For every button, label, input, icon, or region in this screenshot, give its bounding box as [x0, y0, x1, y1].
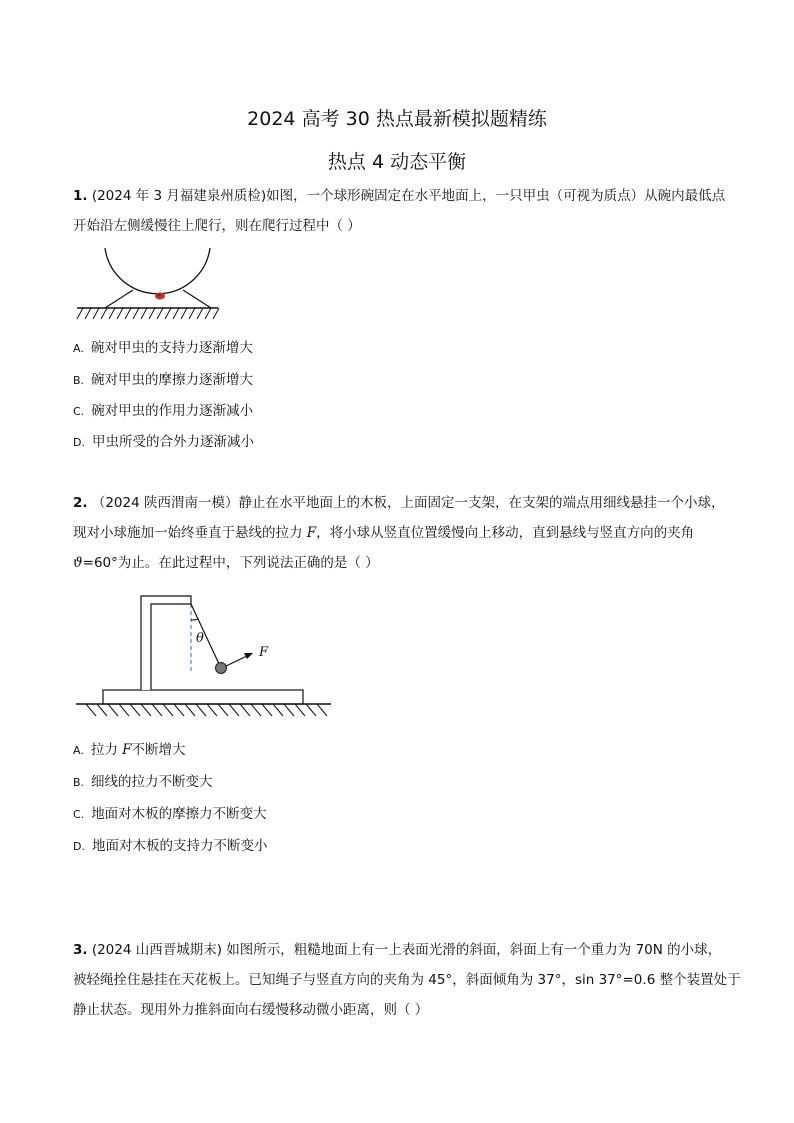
document-title: 2024 高考 30 热点最新模拟题精练 — [247, 108, 547, 130]
option-text: 地面对木板的支持力不断变小 — [91, 838, 268, 854]
q2-option-b — [73, 770, 213, 790]
question-2-line-3: =60°为止。在此过程中，下列说法正确的是（ ） — [82, 555, 379, 571]
bowl-figure — [75, 245, 220, 325]
option-text: 细线的拉力不断变大 — [91, 774, 213, 790]
section-subtitle: 热点 4 动态平衡 — [327, 151, 467, 173]
option-label: B. — [73, 776, 85, 789]
question-2-text — [73, 488, 733, 578]
option-text: 甲虫所受的合外力逐渐减小 — [91, 434, 254, 450]
ball-icon — [216, 663, 227, 674]
pendulum-stand-figure — [73, 590, 335, 722]
option-label: B. — [73, 374, 85, 387]
force-variable: F — [306, 525, 317, 541]
q2-option-a — [73, 738, 186, 758]
q2-option-c — [73, 802, 267, 822]
question-1-text — [73, 181, 733, 241]
question-2-line-2a: 现对小球施加一始终垂直于悬线的拉力 — [73, 525, 307, 541]
question-3-number: 3. — [73, 942, 88, 958]
angle-variable: ϑ — [73, 555, 83, 571]
option-text: 拉力 — [90, 742, 123, 758]
force-variable: F — [122, 742, 132, 758]
question-2-line-2b: ，将小球从竖直位置缓慢向上移动，直到悬线与竖直方向的夹角 — [316, 525, 695, 541]
option-text-tail: 不断增大 — [131, 742, 186, 758]
q1-option-c — [73, 399, 253, 419]
q1-option-b — [73, 368, 253, 388]
question-3-line-2: 被轻绳拴住悬挂在天花板上。已知绳子与竖直方向的夹角为 45°，斜面倾角为 37°，sin 37°=0.6 整个装置处于 — [73, 972, 741, 988]
option-text: 碗对甲虫的作用力逐渐减小 — [91, 403, 254, 419]
question-3-line-1: (2024 山西晋城期末) 如图所示，粗糙地面上有一上表面光滑的斜面，斜面上有一个重力为 70N 的小球， — [91, 942, 722, 958]
option-text: 碗对甲虫的支持力逐渐增大 — [90, 340, 253, 356]
question-3-text — [73, 935, 741, 1025]
option-label: C. — [73, 808, 85, 821]
option-label: C. — [73, 405, 85, 418]
option-label: A. — [73, 342, 84, 355]
option-text: 地面对木板的摩擦力不断变大 — [91, 806, 267, 822]
q1-option-a — [73, 336, 253, 356]
option-label: A. — [73, 744, 84, 757]
option-label: D. — [73, 840, 85, 853]
question-3-line-3: 静止状态。现用外力推斜面向右缓慢移动微小距离，则（ ） — [73, 1002, 429, 1018]
q1-option-d — [73, 430, 254, 450]
force-label: F — [259, 645, 269, 660]
question-1-line-2: 开始沿左侧缓慢往上爬行，则在爬行过程中（ ） — [73, 218, 361, 234]
question-2-number: 2. — [73, 495, 88, 511]
question-1-number: 1. — [73, 188, 88, 204]
option-label: D. — [73, 436, 85, 449]
angle-label: θ — [196, 631, 204, 646]
question-2-line-1: （2024 陕西渭南一模）静止在水平地面上的木板，上面固定一支架，在支架的端点用细线悬挂一个小球， — [91, 495, 725, 511]
question-1-line-1: (2024 年 3 月福建泉州质检)如图，一个球形碗固定在水平地面上，一只甲虫（可视为质点）从碗内最低点 — [91, 188, 726, 204]
q2-option-d — [73, 834, 267, 854]
option-text: 碗对甲虫的摩擦力逐渐增大 — [91, 372, 254, 388]
